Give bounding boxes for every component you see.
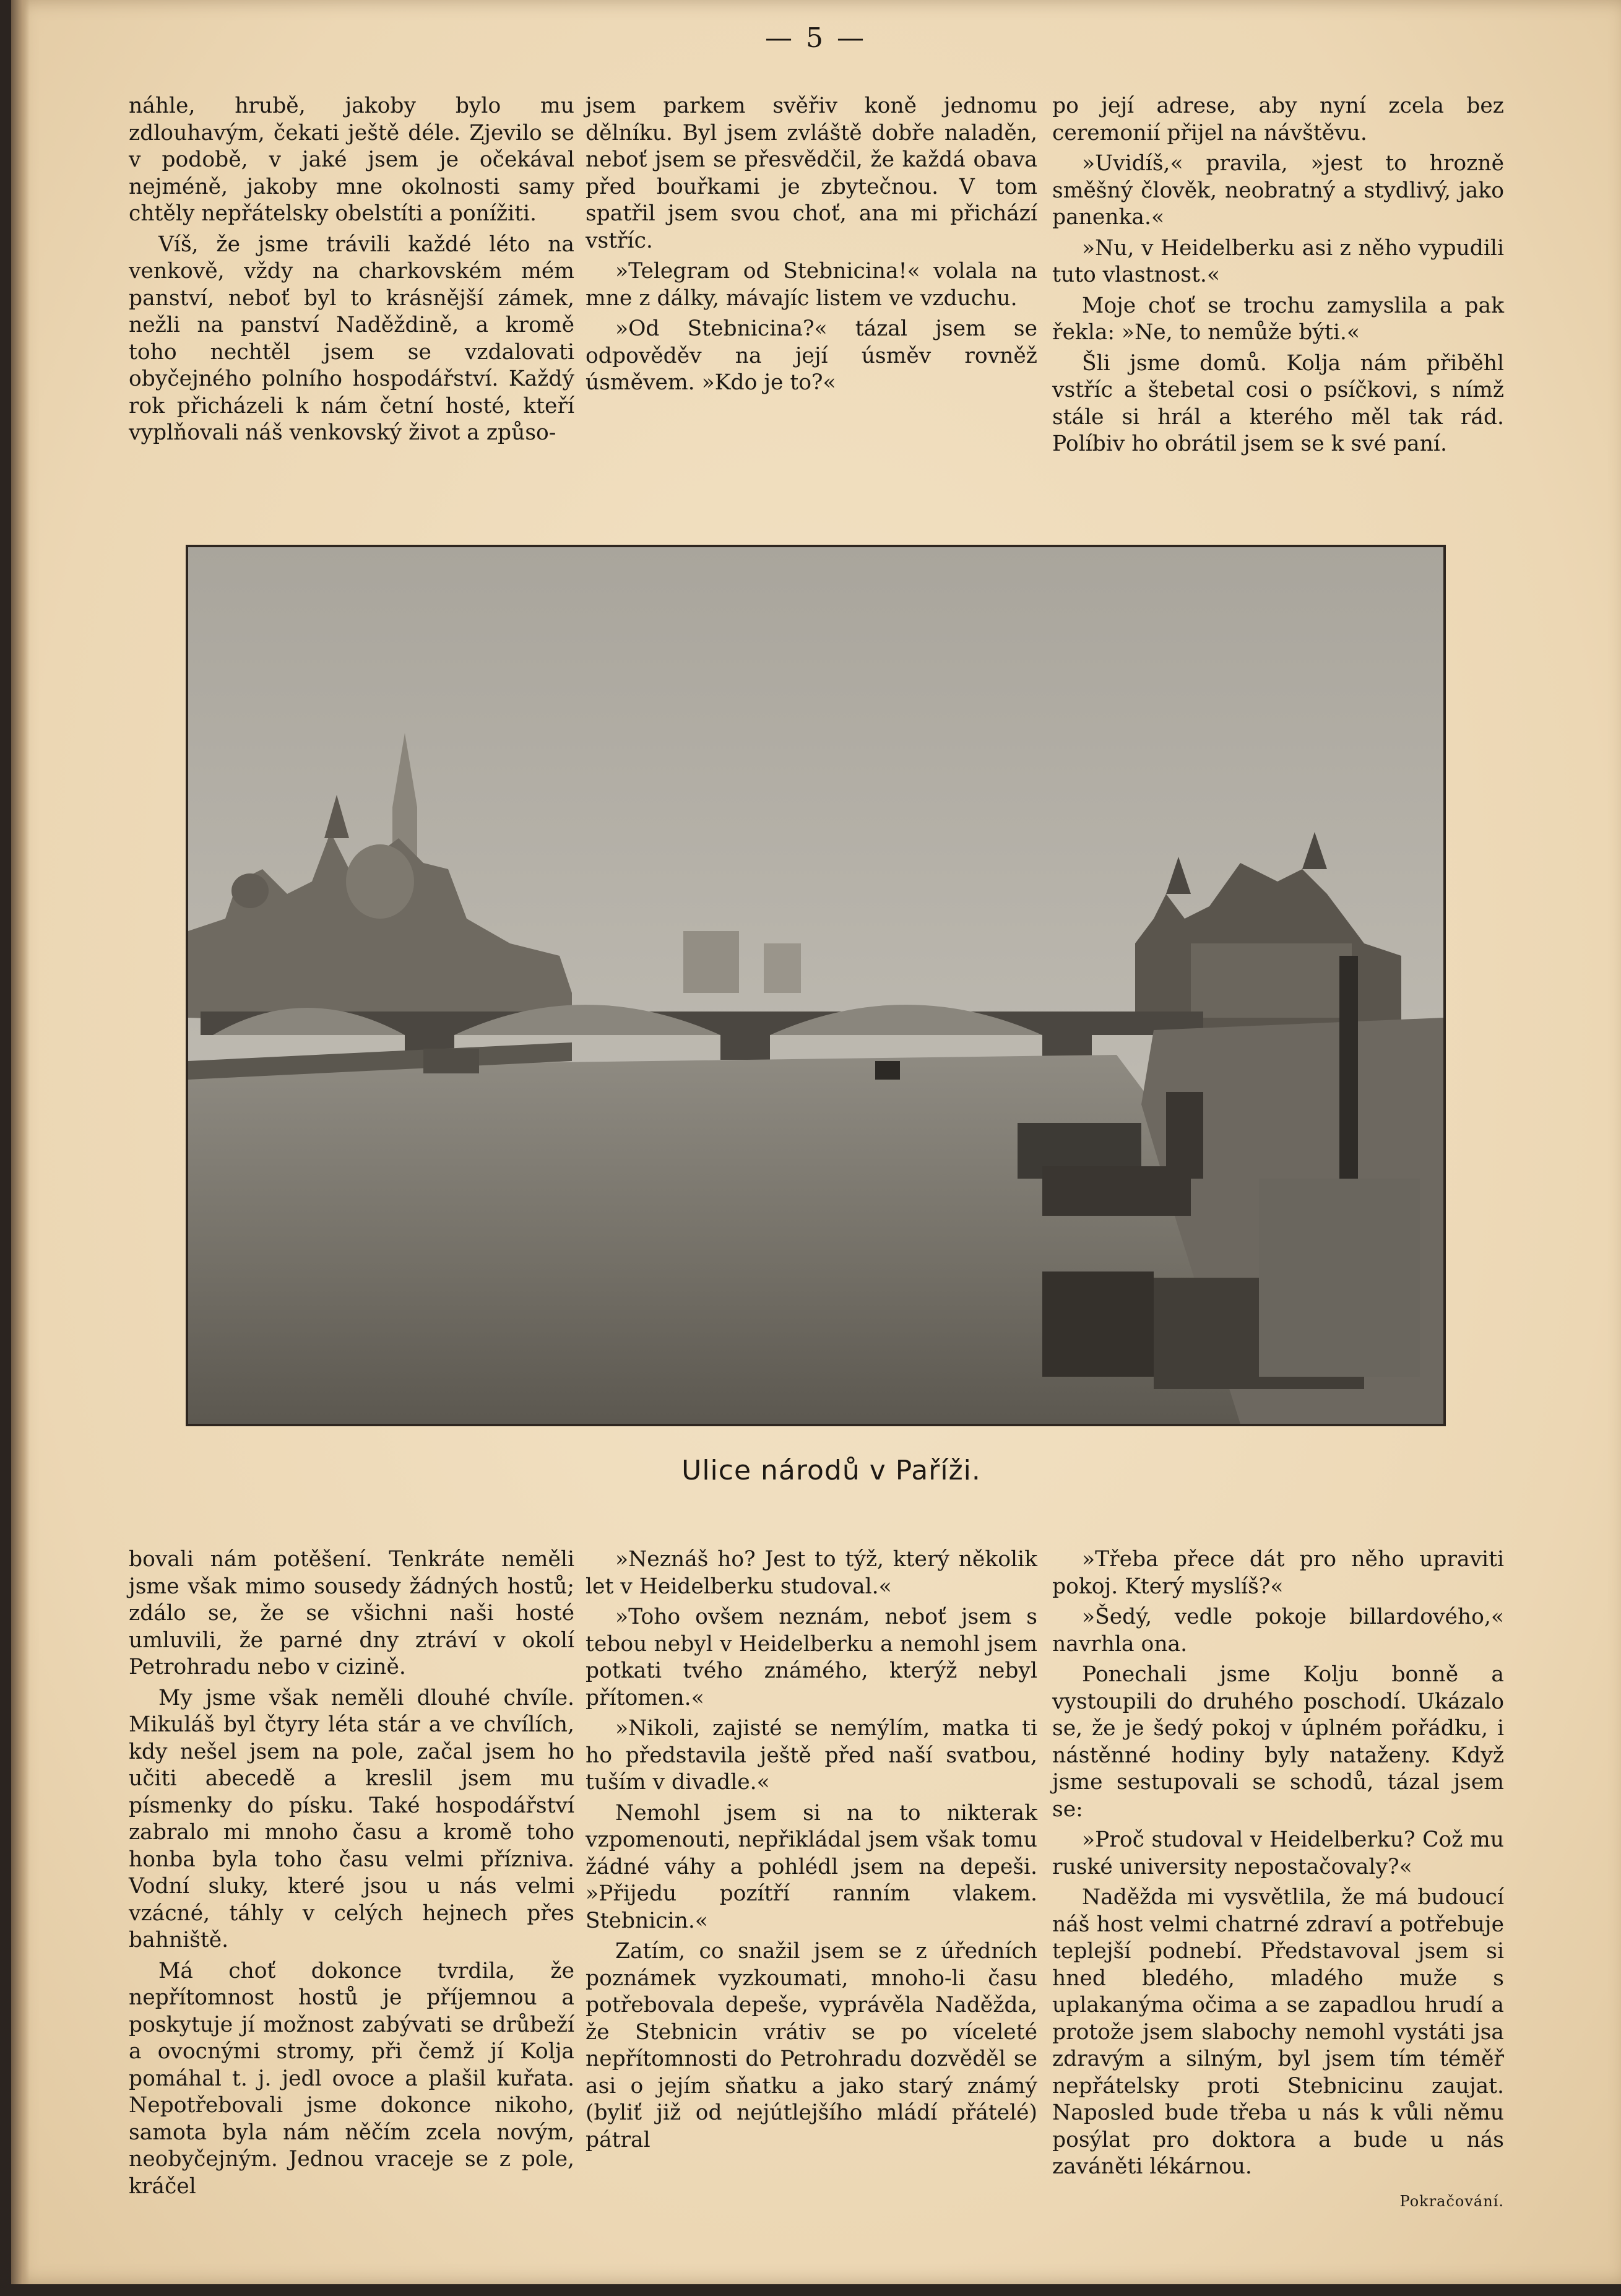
paragraph: Víš, že jsme trávili každé léto na venkově, vždy na charkovském mém panství, neboť byl to krásnější zámek, nežli na panství Naděždině, a kromě toho nechtěl jsem se vzdalovati obyčejného polního hospodářství. Každý rok přicházeli k nám četní hosté, kteří vyplňovali náš venkovský život a způso- [129,232,574,445]
bottom-column-3 [1052,1546,1504,2215]
paragraph: »Nikoli, zajisté se nemýlím, matka ti ho představila ještě před naší svatbou, tuším v divadle.« [586,1716,1037,1795]
page-spine-shadow [11,0,30,2284]
paragraph: po její adrese, aby nyní zcela bez ceremonií přijel na návštěvu. [1052,93,1504,145]
photograph-paris-bridge [186,545,1446,1426]
bottom-column-1 [129,1546,574,2204]
top-column-3 [1052,93,1504,462]
top-column-2 [586,93,1037,401]
continued-note: Pokračování. [1399,2192,1504,2210]
top-column-1 [129,93,574,451]
paragraph: »Neznáš ho? Jest to týž, který několik let v Heidelberku studoval.« [586,1547,1037,1599]
paragraph: »Telegram od Stebnicina!« volala na mne z dálky, mávajíc listem ve vzduchu. [586,259,1037,311]
paragraph: Má choť dokonce tvrdila, že nepřítomnost hostů je příjemnou a poskytuje jí možnost zabývati se drůbeží a ovocnými stromy, při čemž jí Kolja pomáhal t. j. jedl ovoce a plašil kuřata. Nepotřebovali jsme dokonce nikoho, samota byla nám něčím zcela novým, neobyčejným. Jednou vraceje se z pole, kráčel [129,1958,574,2199]
paragraph: »Od Stebnicina?« tázal jsem se odpověděv na její úsměv rovněž úsměvem. »Kdo je to?« [586,316,1037,395]
paragraph: bovali nám potěšení. Tenkráte neměli jsme však mimo sousedy žádných hostů; zdálo se, že se všichni naši hosté umluvili, že parné dny ztráví v okolí Petrohradu nebo v cizině. [129,1547,574,1679]
paragraph: »Šedý, vedle pokoje billardového,« navrhla ona. [1052,1605,1504,1657]
bottom-column-2 [586,1546,1037,2157]
paragraph: Moje choť se trochu zamyslila a pak řekla: »Ne, to nemůže býti.« [1052,293,1504,345]
paragraph: Naděžda mi vysvětlila, že má budoucí náš host velmi chatrné zdraví a potřebuje teplejší podnebí. Představoval jsem si hned bledého, mladého muže s uplakanýma očima a se zapadlou hrudí a protože jsem slabochy nemohl vystáti jsa zdravým a silným, byl jsem tím téměř nepřátelsky proti Stebnicinu zaujat. Naposled bude třeba u nás k vůli němu posýlat pro doktora a bude u nás zaváněti lékárnou. [1052,1885,1504,2179]
photo-illustration [188,547,1443,1424]
paragraph: My jsme však neměli dlouhé chvíle. Mikuláš byl čtyry léta stár a ve chvílích, kdy nešel jsem na pole, začal jsem ho učiti abecedě a kreslil jsem mu písmenky do písku. Také hospodářství zabralo mi mnoho času a kromě toho honba byla toho času velmi přízniva. Vodní sluky, které jsou u nás velmi vzácné, táhly v celých hejnech přes bahniště. [129,1685,574,1952]
paragraph: »Uvidíš,« pravila, »jest to hrozně směšný člověk, neobratný a stydlivý, jako panenka.« [1052,151,1504,230]
newspaper-page [11,0,1621,2284]
paragraph: »Proč studoval v Heidelberku? Což mu ruské university nepostačovaly?« [1052,1827,1504,1879]
paragraph: Ponechali jsme Kolju bonně a vystoupili do druhého poschodí. Ukázalo se, že je šedý pokoj v úplném pořádku, i nástěnné hodiny byly nataženy. Když jsme sestupovali se schodů, tázal jsem se: [1052,1662,1504,1822]
photo-caption: Ulice národů v Paříži. [681,1455,981,1486]
paragraph: Nemohl jsem si na to nikterak vzpomenouti, nepřikládal jsem však tomu žádné váhy a pohlédl jsem na depeši. »Přijedu pozítří ranním vlakem. Stebnicin.« [586,1800,1037,1933]
page-number: — 5 — [765,22,867,54]
paragraph: Šli jsme domů. Kolja nám přiběhl vstříc a štebetal cosi o psíčkovi, s nímž stále si hrál a kterého měl tak rád. Políbiv ho obrátil jsem se k své paní. [1052,350,1504,456]
paragraph: »Toho ovšem neznám, neboť jsem s tebou nebyl v Heidelberku a nemohl jsem potkati tvého známého, kterýž nebyl přítomen.« [586,1605,1037,1710]
paragraph: »Třeba přece dát pro něho upraviti pokoj. Který myslíš?« [1052,1547,1504,1599]
paragraph: náhle, hrubě, jakoby bylo mu zdlouhavým, čekati ještě déle. Zjevilo se v podobě, v jaké jsem je očekával nejméně, jakoby mne okolnosti samy chtěly nepřátelsky obelstíti a ponížiti. [129,93,574,226]
paragraph: »Nu, v Heidelberku asi z něho vypudili tuto vlastnost.« [1052,235,1504,287]
paragraph: Zatím, co snažil jsem se z úředních poznámek vyzkoumati, mnoho-li času potřebovala depeše, vyprávěla Naděžda, že Stebnicin vrátiv se po víceleté nepřítomnosti do Petrohradu dozvěděl se asi o jejím sňatku a jako starý známý (byliť již od nejútlejšího mládí přátelé) pátral [586,1939,1037,2152]
paragraph: jsem parkem svěřiv koně jednomu dělníku. Byl jsem zvláště dobře naladěn, neboť jsem se přesvědčil, že každá obava před bouřkami je zbytečnou. V tom spatřil jsem svou choť, ana mi přichází vstříc. [586,93,1037,253]
